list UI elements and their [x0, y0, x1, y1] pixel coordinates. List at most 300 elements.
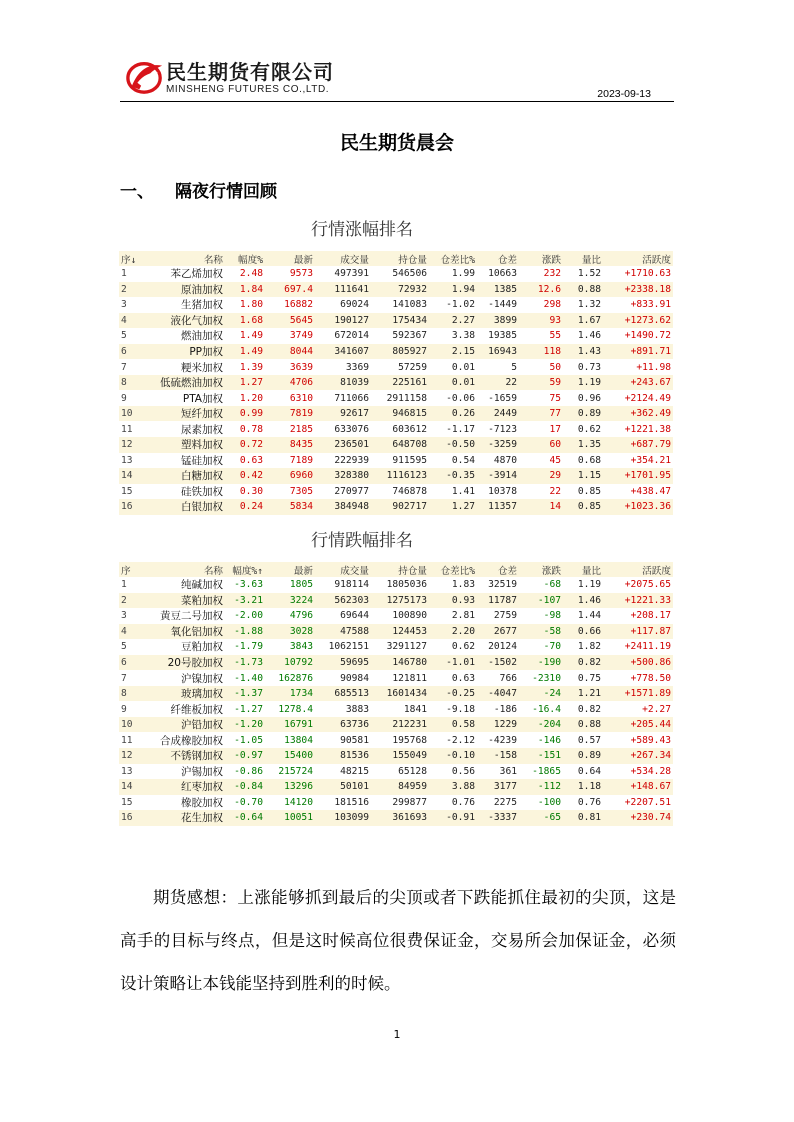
table-cell: 29 [519, 468, 563, 484]
table-cell: 0.66 [563, 624, 603, 640]
table-cell: +1701.95 [603, 468, 673, 484]
table-cell: 215724 [278, 765, 313, 777]
row-index: 8 [119, 375, 157, 391]
table-cell: 0.24 [225, 499, 265, 515]
contract-name: 塑料加权 [157, 437, 225, 453]
table-cell: 0.01 [429, 375, 477, 391]
table-cell: 1116123 [371, 468, 429, 484]
table-cell: 15400 [265, 748, 315, 764]
table-cell: -65 [519, 810, 563, 826]
table-row[interactable] [119, 779, 673, 795]
row-index: 15 [121, 485, 133, 497]
table-cell: 5 [511, 361, 517, 373]
table-cell: 4796 [289, 610, 313, 622]
table-cell: 22 [477, 375, 519, 391]
table-cell: +438.47 [630, 485, 671, 497]
table-cell: -1449 [488, 299, 517, 311]
table-row[interactable] [119, 313, 673, 329]
table-cell: +500.86 [603, 655, 673, 671]
table-cell: 65128 [398, 765, 427, 777]
column-header[interactable]: 名称 [157, 562, 225, 577]
table-row[interactable] [119, 437, 673, 453]
table-cell: -151 [519, 748, 563, 764]
table-row[interactable] [119, 639, 673, 655]
table-row[interactable] [119, 764, 673, 780]
table-cell: 1278.4 [278, 703, 313, 715]
table-cell: -1.17 [446, 423, 475, 435]
table-row[interactable] [119, 328, 673, 344]
table-cell: 633076 [334, 423, 369, 435]
table-cell: -146 [537, 734, 561, 746]
table-cell: -68 [543, 579, 561, 591]
table-cell: 1.32 [577, 299, 601, 311]
table-cell: 0.96 [577, 392, 601, 404]
column-header[interactable]: 仓差 [477, 251, 519, 266]
table-cell: -3259 [477, 437, 519, 453]
table-cell: 236501 [315, 437, 371, 453]
section-number: 一、 [120, 182, 154, 202]
gainers-table-title: 行情涨幅排名 [311, 220, 413, 240]
table-cell: 0.64 [577, 765, 601, 777]
table-cell: 711066 [334, 392, 369, 404]
column-header[interactable]: 最新 [265, 562, 315, 577]
table-cell: 1805 [289, 579, 313, 591]
table-cell: 0.63 [239, 454, 263, 466]
contract-name: 纯碱加权 [181, 579, 223, 592]
row-index: 6 [119, 655, 157, 671]
contract-name: 花生加权 [157, 810, 225, 826]
table-cell: 11357 [477, 499, 519, 515]
table-cell: -70 [543, 641, 561, 653]
row-index: 2 [119, 593, 157, 609]
column-header[interactable]: 最新 [265, 251, 315, 266]
table-cell: 1.15 [563, 468, 603, 484]
table-cell: 341607 [315, 344, 371, 360]
column-header[interactable]: 持仓量 [371, 251, 429, 266]
table-cell: 50101 [315, 779, 371, 795]
table-cell: -158 [477, 748, 519, 764]
table-cell: 3899 [477, 313, 519, 329]
table-row[interactable] [119, 577, 673, 593]
contract-name: 不锈钢加权 [157, 748, 225, 764]
row-index: 13 [121, 454, 133, 466]
column-header[interactable]: 涨跌 [519, 251, 563, 266]
table-row[interactable] [119, 282, 673, 298]
table-cell: 0.62 [577, 423, 601, 435]
table-row[interactable] [119, 732, 673, 748]
table-cell: 0.68 [577, 454, 601, 466]
contract-name: 液化气加权 [157, 313, 225, 329]
contract-name: 低硫燃油加权 [157, 375, 225, 391]
table-cell: 1385 [477, 282, 519, 298]
table-cell: 17 [549, 423, 561, 435]
table-cell: +1023.36 [603, 499, 673, 515]
row-index: 7 [121, 672, 127, 684]
table-row[interactable] [119, 717, 673, 733]
table-cell: 10792 [265, 655, 315, 671]
table-cell: 0.89 [563, 406, 603, 422]
column-header[interactable]: 成交量 [315, 251, 371, 266]
table-cell: 1.49 [239, 330, 263, 342]
table-cell: 10663 [488, 268, 517, 280]
table-cell: 57259 [398, 361, 427, 373]
table-cell: 60 [519, 437, 563, 453]
table-cell: -1502 [477, 655, 519, 671]
table-cell: 63736 [315, 717, 371, 733]
contract-name: 20号胶加权 [157, 655, 225, 671]
table-cell: -3337 [477, 810, 519, 826]
column-header[interactable]: 成交量 [315, 562, 371, 577]
table-cell: 384948 [315, 499, 371, 515]
table-cell: 1.27 [225, 375, 265, 391]
table-cell: 4870 [493, 454, 517, 466]
table-cell: +2124.49 [624, 392, 671, 404]
row-index: 10 [119, 406, 157, 422]
contract-name: 短纤加权 [157, 406, 225, 422]
table-cell: -2.00 [234, 610, 263, 622]
contract-name: 菜粕加权 [157, 593, 225, 609]
table-cell: -1.79 [234, 641, 263, 653]
table-cell: 225161 [371, 375, 429, 391]
table-cell: 1.18 [563, 779, 603, 795]
row-index: 6 [119, 344, 157, 360]
table-cell: 0.88 [563, 282, 603, 298]
table-cell: -107 [519, 593, 563, 609]
row-index: 4 [119, 313, 157, 329]
table-row[interactable] [119, 421, 673, 437]
table-header-row [119, 251, 673, 266]
table-cell: 0.72 [225, 437, 265, 453]
table-cell: 75 [549, 392, 561, 404]
table-cell: 0.99 [225, 406, 265, 422]
table-cell: 1.35 [563, 437, 603, 453]
table-cell: 118 [519, 344, 563, 360]
table-cell: -112 [519, 779, 563, 795]
table-cell: 746878 [392, 485, 427, 497]
table-cell: 546506 [392, 268, 427, 280]
table-cell: 361693 [371, 810, 429, 826]
table-row[interactable] [119, 608, 673, 624]
table-cell: 0.73 [577, 361, 601, 373]
table-row[interactable] [119, 701, 673, 717]
table-cell: -0.84 [225, 779, 265, 795]
table-cell: 805927 [371, 344, 429, 360]
table-cell: -0.25 [429, 686, 477, 702]
table-cell: 1.52 [577, 268, 601, 280]
table-cell: 2759 [493, 610, 517, 622]
table-cell: 2.15 [429, 344, 477, 360]
table-cell: 328380 [315, 468, 371, 484]
table-cell: -1.40 [234, 672, 263, 684]
table-cell: 121811 [392, 672, 427, 684]
contract-name: 燃油加权 [181, 330, 223, 343]
table-cell: -2.12 [446, 734, 475, 746]
table-cell: 1.19 [563, 375, 603, 391]
column-header[interactable]: 活跃度 [603, 562, 673, 577]
contract-name: 白糖加权 [157, 468, 225, 484]
table-cell: 0.88 [563, 717, 603, 733]
table-cell: 14 [519, 499, 563, 515]
table-cell: 190127 [315, 313, 371, 329]
table-cell: 672014 [334, 330, 369, 342]
table-cell: 3177 [477, 779, 519, 795]
contract-name: 尿素加权 [181, 423, 223, 436]
table-cell: 6960 [265, 468, 315, 484]
table-row[interactable] [119, 344, 673, 360]
contract-name: 沪镍加权 [181, 672, 223, 685]
table-cell: -204 [519, 717, 563, 733]
section-heading [120, 177, 277, 202]
table-row[interactable] [119, 655, 673, 671]
table-cell: 90581 [340, 734, 369, 746]
column-header[interactable]: 仓差比% [429, 251, 477, 266]
row-index: 11 [121, 734, 133, 746]
table-cell: 2185 [289, 423, 313, 435]
table-row[interactable] [119, 453, 673, 469]
table-cell: 5645 [265, 313, 315, 329]
table-cell: 5834 [265, 499, 315, 515]
table-cell: -1.73 [225, 655, 265, 671]
table-cell: 1841 [403, 703, 427, 715]
losers-table [119, 562, 673, 826]
table-row[interactable] [119, 670, 673, 686]
table-cell: -24 [519, 686, 563, 702]
table-cell: 195768 [392, 734, 427, 746]
table-cell: +205.44 [603, 717, 673, 733]
table-cell: +354.21 [630, 454, 671, 466]
company-name-cn: 民生期货有限公司 [166, 60, 334, 84]
section-title: 隔夜行情回顾 [175, 182, 277, 202]
table-cell: 3369 [345, 361, 369, 373]
row-index: 1 [121, 268, 127, 280]
table-row[interactable] [119, 484, 673, 500]
contract-name: 橡胶加权 [181, 796, 223, 809]
table-row[interactable] [119, 359, 673, 375]
table-cell: -0.86 [234, 765, 263, 777]
company-logo [126, 56, 366, 102]
table-cell: 1.67 [563, 313, 603, 329]
table-cell: -1.88 [225, 624, 265, 640]
table-cell: -100 [537, 796, 561, 808]
table-row[interactable] [119, 375, 673, 391]
table-cell: 103099 [315, 810, 371, 826]
table-cell: -1.05 [234, 734, 263, 746]
table-cell: 90984 [340, 672, 369, 684]
column-header[interactable]: 量比 [563, 562, 603, 577]
table-cell: +2.27 [642, 703, 671, 715]
table-cell: 562303 [315, 593, 371, 609]
company-name-en: MINSHENG FUTURES CO.,LTD. [166, 84, 330, 95]
table-cell: 361 [499, 765, 517, 777]
table-cell: 9573 [289, 268, 313, 280]
table-cell: +243.67 [603, 375, 673, 391]
table-cell: 1.41 [451, 485, 475, 497]
row-index: 3 [121, 299, 127, 311]
table-cell: 911595 [392, 454, 427, 466]
table-cell: +534.28 [630, 765, 671, 777]
table-cell: -4047 [477, 686, 519, 702]
table-cell: 48215 [340, 765, 369, 777]
table-cell: 32519 [488, 579, 517, 591]
table-cell: 1.94 [429, 282, 477, 298]
row-index: 14 [119, 779, 157, 795]
table-cell: -0.10 [429, 748, 477, 764]
table-cell: 299877 [392, 796, 427, 808]
contract-name: 锰硅加权 [181, 454, 223, 467]
table-cell: -0.91 [429, 810, 477, 826]
table-cell: 20124 [488, 641, 517, 653]
table-cell: 1.99 [451, 268, 475, 280]
column-header[interactable]: 持仓量 [371, 562, 429, 577]
table-cell: +891.71 [603, 344, 673, 360]
column-header[interactable]: 名称 [157, 251, 225, 266]
row-index: 5 [121, 641, 127, 653]
table-cell: 0.26 [429, 406, 477, 422]
table-cell: 59 [519, 375, 563, 391]
contract-name: PP加权 [157, 344, 225, 360]
table-cell: 2911158 [386, 392, 427, 404]
table-cell: -3.21 [225, 593, 265, 609]
table-cell: -0.64 [225, 810, 265, 826]
table-cell: +687.79 [603, 437, 673, 453]
table-cell: 14120 [284, 796, 313, 808]
table-cell: 2.48 [239, 268, 263, 280]
row-index: 4 [119, 624, 157, 640]
column-header[interactable]: 涨跌 [519, 562, 563, 577]
table-cell: 7189 [289, 454, 313, 466]
table-cell: 1.68 [225, 313, 265, 329]
table-cell: 1.39 [239, 361, 263, 373]
table-cell: 69644 [340, 610, 369, 622]
table-cell: 16882 [284, 299, 313, 311]
table-cell: 50 [549, 361, 561, 373]
table-cell: 47588 [315, 624, 371, 640]
table-row[interactable] [119, 624, 673, 640]
table-cell: 0.82 [563, 655, 603, 671]
table-cell: 3883 [345, 703, 369, 715]
column-header[interactable]: 序↓ [119, 251, 157, 266]
column-header[interactable]: 量比 [563, 251, 603, 266]
table-cell: 0.42 [225, 468, 265, 484]
column-header[interactable]: 活跃度 [603, 251, 673, 266]
table-cell: 270977 [334, 485, 369, 497]
table-cell: +1571.89 [603, 686, 673, 702]
table-cell: 1805036 [386, 579, 427, 591]
table-row[interactable] [119, 297, 673, 313]
contract-name: 纤维板加权 [170, 703, 223, 716]
table-cell: 3843 [289, 641, 313, 653]
table-cell: 0.93 [429, 593, 477, 609]
table-row[interactable] [119, 748, 673, 764]
table-cell: 766 [499, 672, 517, 684]
table-cell: 0.85 [563, 499, 603, 515]
table-cell: +362.49 [603, 406, 673, 422]
table-cell: 0.81 [563, 810, 603, 826]
column-header[interactable]: 仓差比% [429, 562, 477, 577]
contract-name: 沪铅加权 [157, 717, 225, 733]
table-row[interactable] [119, 266, 673, 282]
table-cell: 77 [519, 406, 563, 422]
table-cell: 3028 [265, 624, 315, 640]
table-cell: 0.01 [451, 361, 475, 373]
gainers-table [119, 251, 673, 515]
table-cell: +1221.38 [624, 423, 671, 435]
table-cell: +1710.63 [624, 268, 671, 280]
table-row[interactable] [119, 810, 673, 826]
table-cell: 2.81 [451, 610, 475, 622]
table-cell: 11787 [477, 593, 519, 609]
row-index: 3 [121, 610, 127, 622]
table-cell: 84959 [371, 779, 429, 795]
table-cell: 8435 [265, 437, 315, 453]
table-cell: 0.58 [429, 717, 477, 733]
table-cell: 81536 [315, 748, 371, 764]
table-cell: 59695 [315, 655, 371, 671]
table-cell: 92617 [315, 406, 371, 422]
table-cell: 55 [549, 330, 561, 342]
table-cell: 81039 [315, 375, 371, 391]
table-cell: 16791 [265, 717, 315, 733]
table-cell: -1.37 [225, 686, 265, 702]
table-row[interactable] [119, 593, 673, 609]
table-cell: 946815 [371, 406, 429, 422]
table-cell: 3639 [289, 361, 313, 373]
table-cell: 162876 [278, 672, 313, 684]
column-header[interactable]: 幅度% [225, 251, 265, 266]
column-header[interactable]: 幅度%↑ [225, 562, 265, 577]
table-cell: 0.63 [451, 672, 475, 684]
table-row[interactable] [119, 686, 673, 702]
table-cell: 141083 [392, 299, 427, 311]
table-cell: 918114 [334, 579, 369, 591]
table-row[interactable] [119, 390, 673, 406]
table-cell: 3.38 [451, 330, 475, 342]
table-cell: 22 [549, 485, 561, 497]
table-cell: 902717 [371, 499, 429, 515]
table-cell: 0.75 [577, 672, 601, 684]
contract-name: 氧化铝加权 [157, 624, 225, 640]
table-row[interactable] [119, 499, 673, 515]
table-row[interactable] [119, 468, 673, 484]
table-cell: 4706 [265, 375, 315, 391]
table-cell: 497391 [334, 268, 369, 280]
table-cell: -0.35 [429, 468, 477, 484]
table-cell: -0.50 [429, 437, 477, 453]
table-cell: -1865 [532, 765, 561, 777]
table-cell: 1734 [265, 686, 315, 702]
table-cell: +589.43 [630, 734, 671, 746]
table-header-row [119, 562, 673, 577]
table-cell: 181516 [334, 796, 369, 808]
column-header[interactable]: 序 [119, 562, 157, 577]
table-row[interactable] [119, 406, 673, 422]
table-cell: 1.21 [563, 686, 603, 702]
table-cell: 2.20 [429, 624, 477, 640]
table-cell: 1229 [477, 717, 519, 733]
commentary-paragraph: 期货感想：上涨能够抓到最后的尖顶或者下跌能抓住最初的尖顶，这是高手的目标与终点，但是这时候高位很费保证金，交易所会加保证金，必须设计策略让本钱能坚持到胜利的时候。 [120, 888, 676, 993]
row-index: 9 [121, 392, 127, 404]
table-cell: 146780 [371, 655, 429, 671]
table-cell: +208.17 [630, 610, 671, 622]
table-cell: 19385 [488, 330, 517, 342]
table-cell: 69024 [340, 299, 369, 311]
table-cell: +11.98 [636, 361, 671, 373]
table-cell: 0.85 [577, 485, 601, 497]
table-cell: -98 [543, 610, 561, 622]
contract-name: 白银加权 [157, 499, 225, 515]
column-header[interactable]: 仓差 [477, 562, 519, 577]
table-row[interactable] [119, 795, 673, 811]
